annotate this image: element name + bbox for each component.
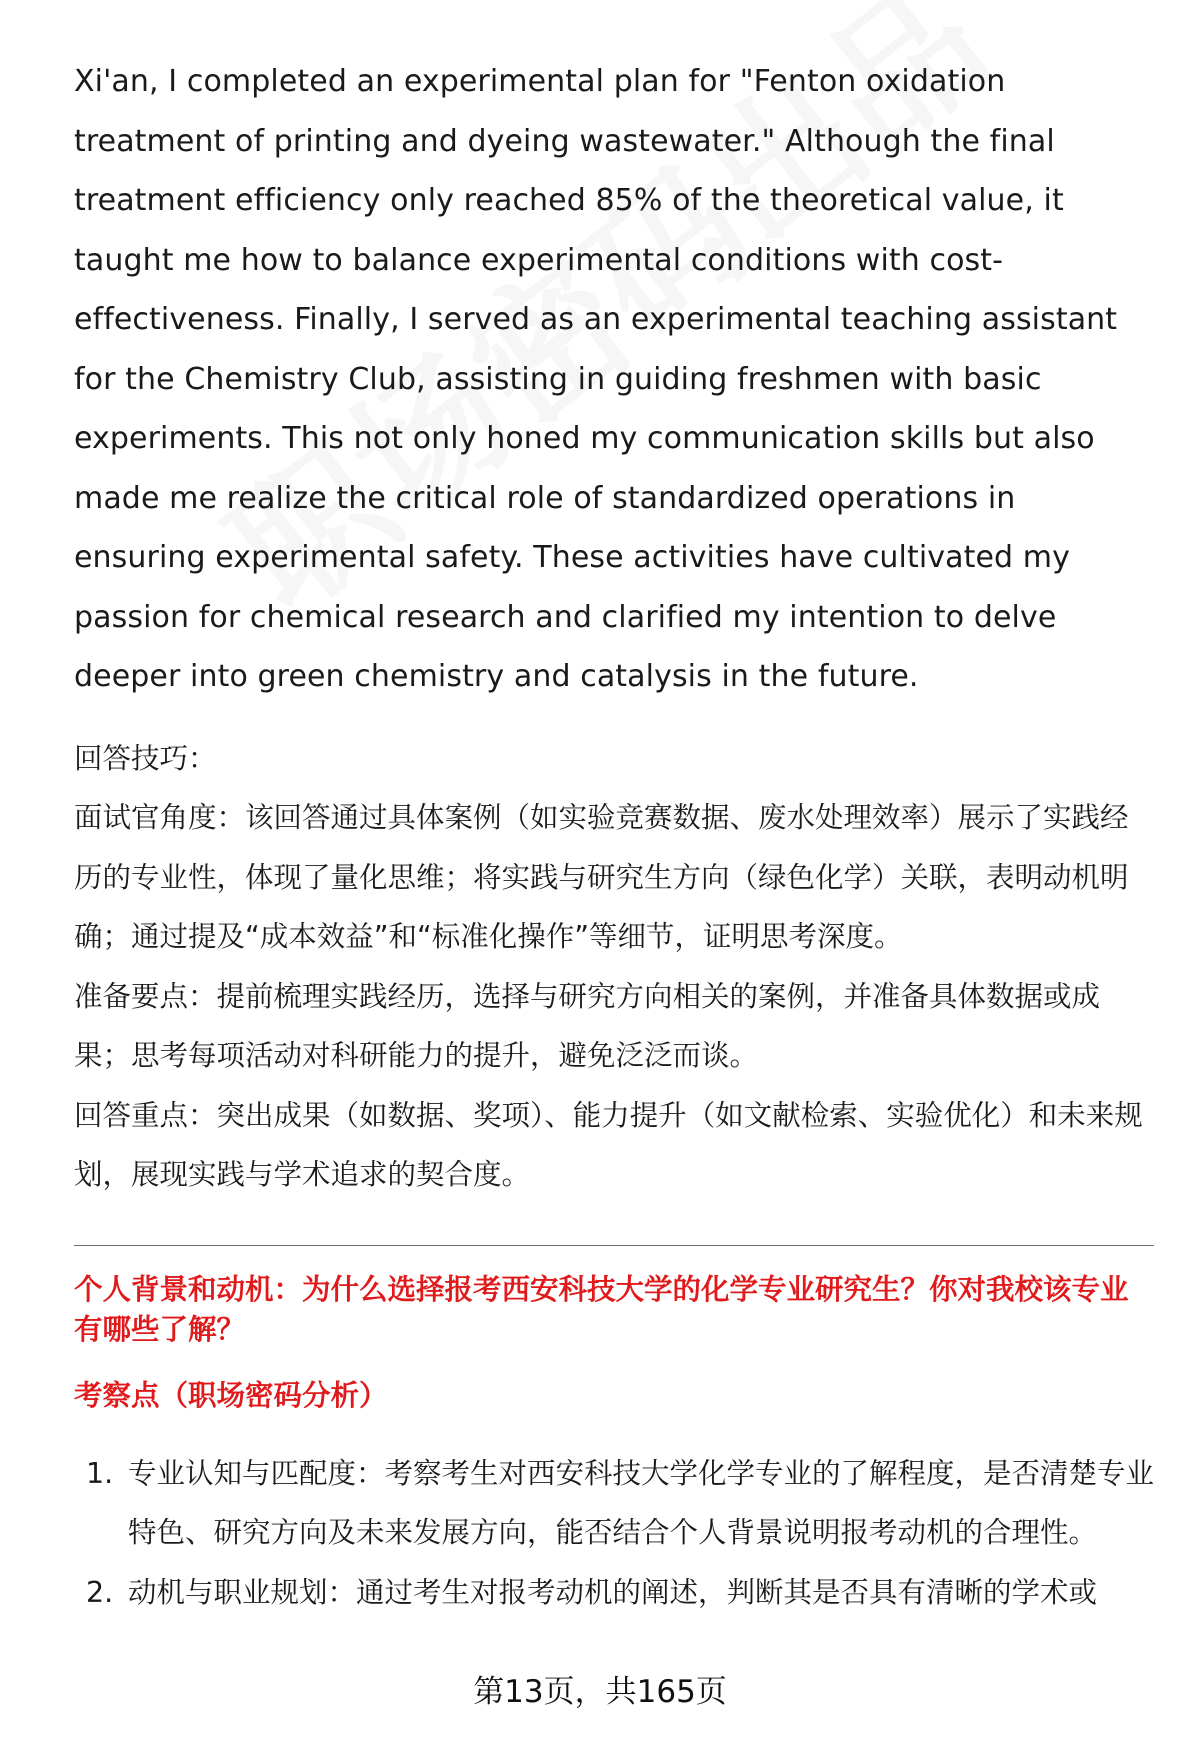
tips-preparation-points: 准备要点：提前梳理实践经历，选择与研究方向相关的案例，并准备具体数据或成果；思考每项活动对科研能力的提升，避免泛泛而谈。 <box>74 979 1101 1072</box>
list-item <box>74 1563 1154 1623</box>
assessment-points-list <box>74 1444 1154 1623</box>
assessment-points-title: 考察点（职场密码分析） <box>74 1378 388 1412</box>
tips-answer-focus: 回答重点：突出成果（如数据、奖项）、能力提升（如文献检索、实验优化）和未来规划，展现实践与学术追求的契合度。 <box>74 1098 1143 1191</box>
section-divider <box>74 1245 1154 1246</box>
question-heading: 个人背景和动机：为什么选择报考西安科技大学的化学专业研究生？你对我校该专业有哪些了解？ <box>74 1272 1129 1346</box>
tips-interviewer-perspective: 面试官角度：该回答通过具体案例（如实验竞赛数据、废水处理效率）展示了实践经历的专业性，体现了量化思维；将实践与研究生方向（绿色化学）关联，表明动机明确；通过提及“成本效益”和“标准化操作”等细节，证明思考深度。 <box>74 801 1129 953</box>
list-item <box>74 1444 1154 1563</box>
list-item-number: 2. <box>86 1575 114 1609</box>
list-item-text: 动机与职业规划：通过考生对报考动机的阐述，判断其是否具有清晰的学术或 <box>128 1575 1098 1609</box>
list-item-text: 专业认知与匹配度：考察考生对西安科技大学化学专业的了解程度，是否清楚专业特色、研究方向及未来发展方向，能否结合个人背景说明报考动机的合理性。 <box>128 1456 1155 1549</box>
document-page <box>74 52 1154 1622</box>
tips-heading: 回答技巧： <box>74 741 217 775</box>
body-paragraph: Xi'an, I completed an experimental plan for "Fenton oxidation treatment of printing and dyeing wastewater." Although the final treatment efficiency only reached 85% of the theoretical value, it taught me how to balance experimental conditions with cost-effectiveness. Finally, I served as an experimental teaching assistant for the Chemistry Club, assisting in guiding freshmen with basic experiments. This not only honed my communication skills but also made me realize the critical role of standardized operations in ensuring experimental safety. These activities have cultivated my passion for chemical research and clarified my intention to delve deeper into green chemistry and catalysis in the future. <box>74 64 1118 694</box>
list-item-number: 1. <box>86 1456 114 1490</box>
answer-tips <box>74 729 1154 1205</box>
page-number-footer: 第13页，共165页 <box>473 1674 727 1710</box>
